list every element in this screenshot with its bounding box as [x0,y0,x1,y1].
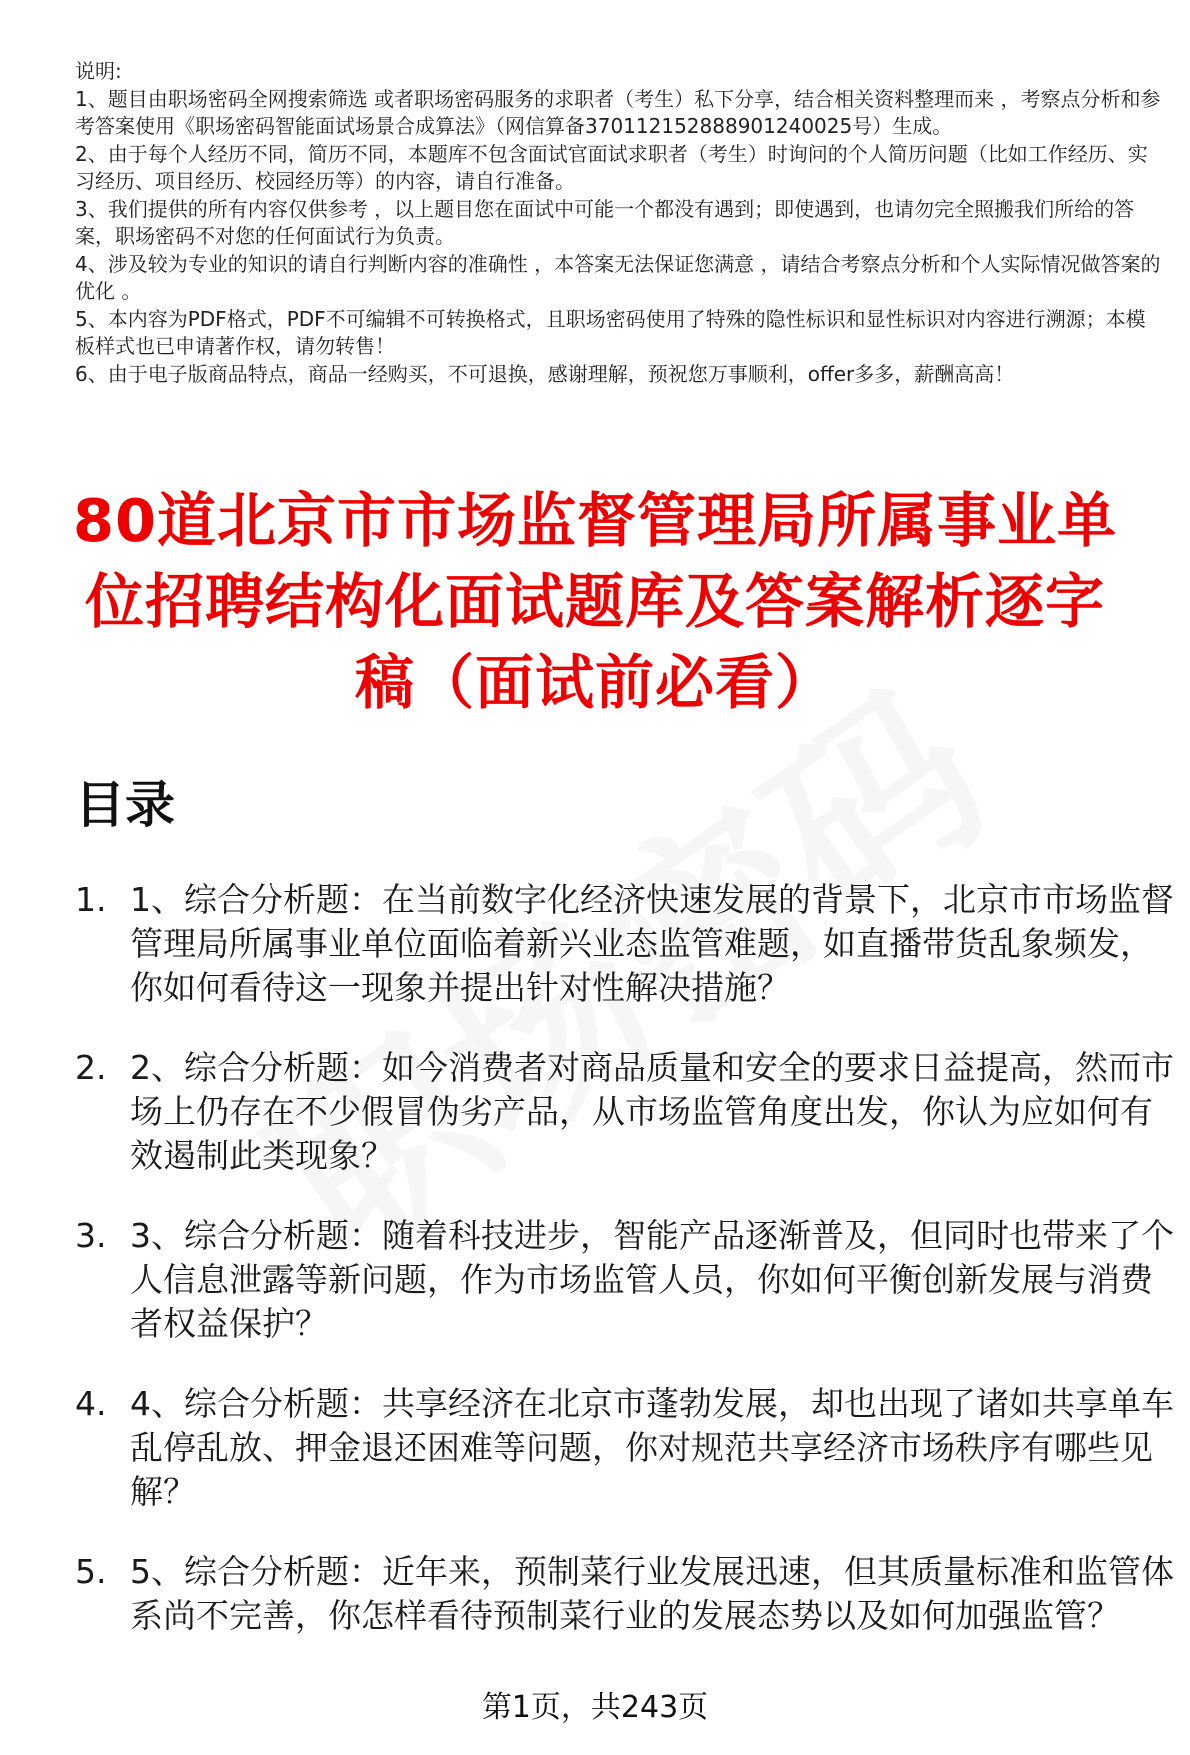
toc-item-5[interactable] [75,1550,1175,1638]
note-item-4: 4、涉及较为专业的知识的请自行判断内容的准确性 ，本答案无法保证您满意 ，请结合考察点分析和个人实际情况做答案的优化 。 [75,251,1161,303]
toc-item-2[interactable] [75,1046,1175,1178]
toc-item-text: 4、综合分析题：共享经济在北京市蓬勃发展，却也出现了诸如共享单车乱停乱放、押金退还困难等问题，你对规范共享经济市场秩序有哪些见解？ [130,1384,1174,1511]
toc-item-number: 2. [75,1048,107,1087]
toc-item-number: 4. [75,1384,107,1423]
notes-section [75,58,1165,388]
toc-list [75,878,1175,1674]
note-item-1: 1、题目由职场密码全网搜索筛选 或者职场密码服务的求职者（考生）私下分享，结合相关资料整理而来 ，考察点分析和参考答案使用《职场密码智能面试场景合成算法》（网信算备370112152888901240025号）生成。 [75,86,1161,138]
toc-item-number: 3. [75,1216,107,1255]
toc-item-text: 5、综合分析题：近年来，预制菜行业发展迅速，但其质量标准和监管体系尚不完善，你怎样看待预制菜行业的发展态势以及如何加强监管？ [130,1552,1174,1635]
toc-item-number: 1. [75,880,107,919]
toc-item-text: 1、综合分析题：在当前数字化经济快速发展的背景下，北京市市场监督管理局所属事业单位面临着新兴业态监管难题，如直播带货乱象频发，你如何看待这一现象并提出针对性解决措施？ [130,880,1174,1007]
toc-item-1[interactable] [75,878,1175,1010]
toc-item-text: 3、综合分析题：随着科技进步，智能产品逐渐普及，但同时也带来了个人信息泄露等新问题，作为市场监管人员，你如何平衡创新发展与消费者权益保护？ [130,1216,1174,1343]
toc-item-number: 5. [75,1552,107,1591]
toc-heading: 目录 [75,776,175,834]
toc-item-text: 2、综合分析题：如今消费者对商品质量和安全的要求日益提高，然而市场上仍存在不少假冒伪劣产品，从市场监管角度出发，你认为应如何有效遏制此类现象？ [130,1048,1174,1175]
toc-item-3[interactable] [75,1214,1175,1346]
document-title: 80道北京市市场监督管理局所属事业单位招聘结构化面试题库及答案解析逐字稿（面试前必看） [72,486,1118,717]
notes-heading: 说明: [75,59,122,83]
note-item-3: 3、我们提供的所有内容仅供参考 ，以上题目您在面试中可能一个都没有遇到；即使遇到，也请勿完全照搬我们所给的答案，职场密码不对您的任何面试行为负责。 [75,196,1135,248]
page-footer: 第1页，共243页 [481,1690,709,1725]
note-item-5: 5、本内容为PDF格式，PDF不可编辑不可转换格式，且职场密码使用了特殊的隐性标识和显性标识对内容进行溯源；本模板样式也已申请著作权，请勿转售！ [75,306,1146,358]
toc-item-4[interactable] [75,1382,1175,1514]
note-item-2: 2、由于每个人经历不同，简历不同，本题库不包含面试官面试求职者（考生）时询问的个人简历问题（比如工作经历、实习经历、项目经历、校园经历等）的内容，请自行准备。 [75,141,1148,193]
note-item-6: 6、由于电子版商品特点，商品一经购买，不可退换，感谢理解，预祝您万事顺利，offer多多，薪酬高高！ [75,361,1015,386]
